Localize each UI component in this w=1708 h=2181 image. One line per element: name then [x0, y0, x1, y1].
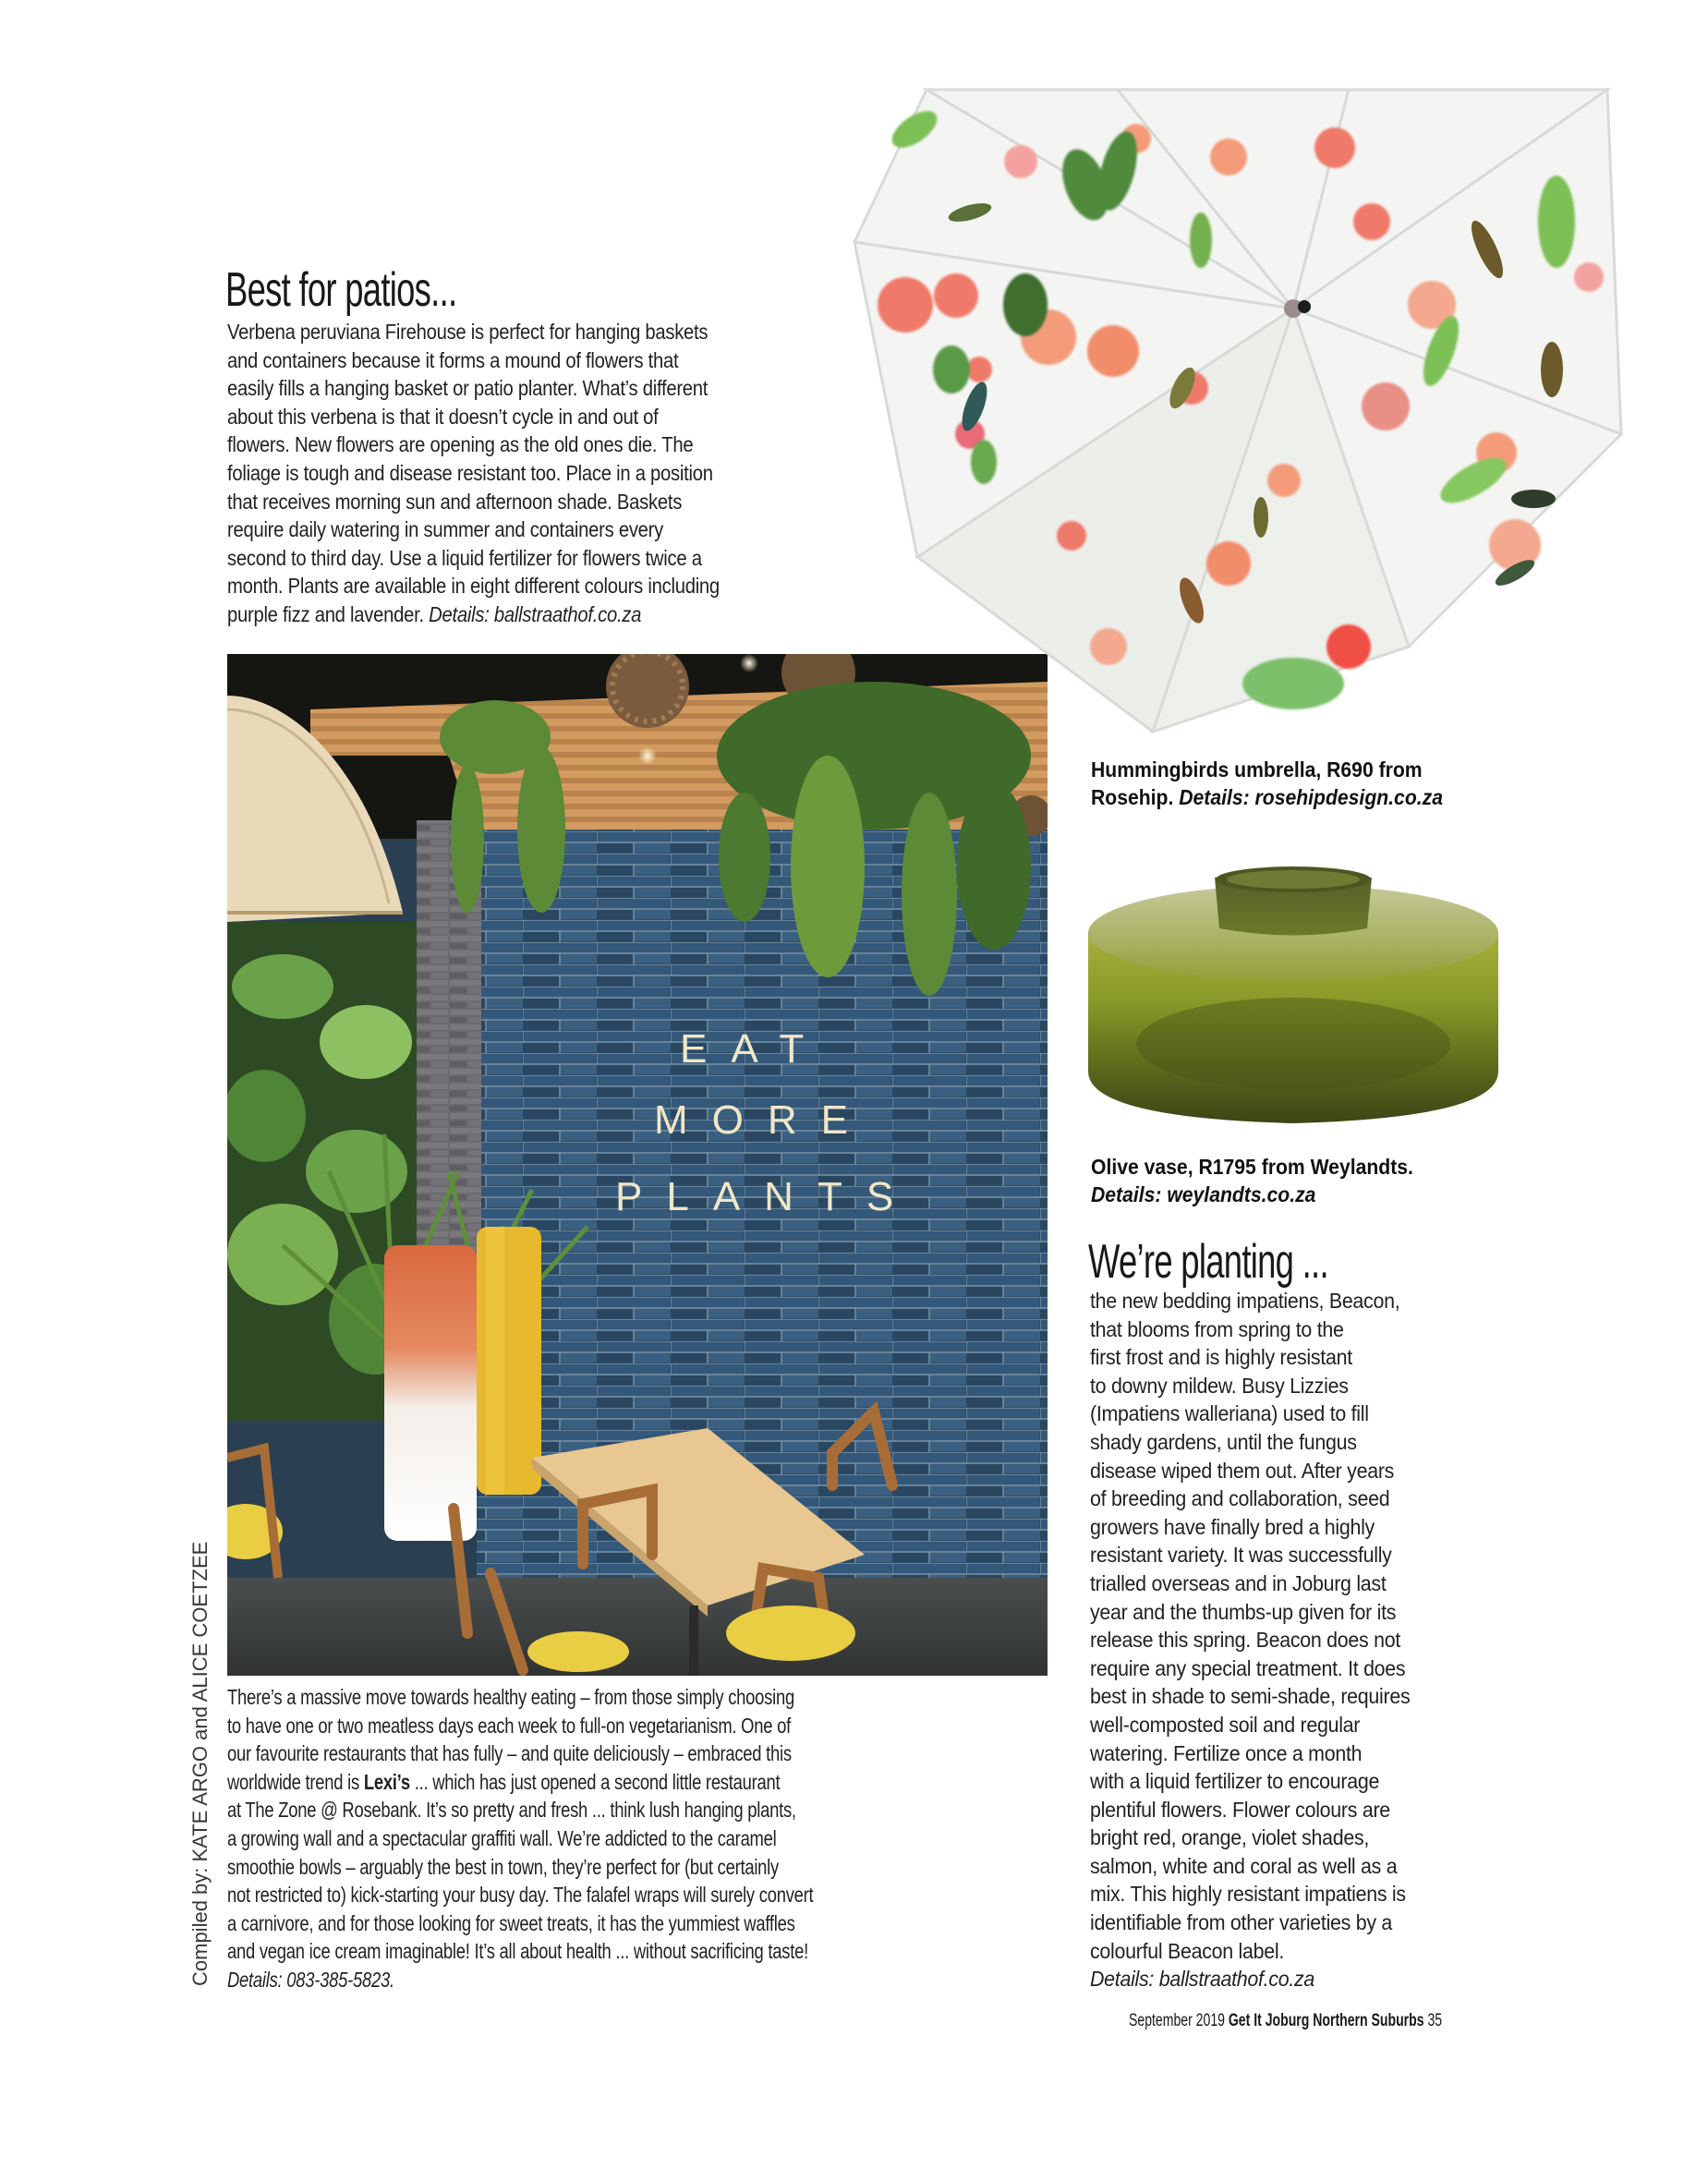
- text-line: well-composted soil and regular: [1090, 1712, 1361, 1737]
- details-phone[interactable]: Details: 083-385-5823.: [227, 1967, 394, 1992]
- text-line: smoothie bowls – arguably the best in town, they’re perfect for (but certainly: [227, 1854, 779, 1879]
- text-line: of breeding and collaboration, seed: [1090, 1486, 1390, 1511]
- text-line: [1090, 1965, 1468, 1993]
- text-line: Verbena peruviana Firehouse is perfect for hanging baskets: [227, 320, 709, 344]
- text-line: at The Zone @ Rosebank. It’s so pretty and fresh ... think lush hanging plants,: [227, 1798, 796, 1823]
- text-line: require daily watering in summer and containers every: [227, 517, 663, 542]
- wall-sign-line-eat: EAT: [680, 1026, 829, 1072]
- text-line: to downy mildew. Busy Lizzies: [1090, 1373, 1349, 1398]
- heading-best-for-patios: Best for patios...: [225, 263, 457, 317]
- text-line: require any special treatment. It does: [1090, 1655, 1406, 1680]
- wall-sign-line-plants: PLANTS: [615, 1174, 918, 1219]
- details-link-rosehip[interactable]: Details: rosehipdesign.co.za: [1179, 785, 1443, 809]
- details-link-ballstraathof[interactable]: Details: ballstraathof.co.za: [1090, 1967, 1315, 1992]
- text-line: best in shade to semi-shade, requires: [1090, 1684, 1411, 1709]
- footer-publication: Get It Joburg Northern Suburbs: [1228, 2011, 1424, 2030]
- article-patios-body: [227, 318, 874, 629]
- text-line: There’s a massive move towards healthy eating – from those simply choosing: [227, 1685, 794, 1709]
- text-line: flowers. New flowers are opening as the old ones die. The: [227, 432, 694, 457]
- text-line: mix. This highly resistant impatiens is: [1090, 1882, 1406, 1907]
- wall-sign: [680, 1003, 920, 1096]
- caption-line: Olive vase, R1795 from Weylandts.: [1091, 1155, 1413, 1179]
- text-line: first frost and is highly resistant: [1090, 1345, 1352, 1370]
- text-line: (Impatiens walleriana) used to fill: [1090, 1401, 1369, 1426]
- text-line: about this verbena is that it doesn’t cycle in and out of: [227, 404, 659, 429]
- text-line: our favourite restaurants that has fully – and quite deliciously – embraced this: [227, 1741, 792, 1766]
- page-footer: [1129, 2011, 1442, 2031]
- text-line: watering. Fertilize once a month: [1090, 1740, 1363, 1765]
- text-line-last: [227, 600, 796, 629]
- text-line: that blooms from spring to the: [1090, 1316, 1344, 1341]
- text-line: a carnivore, and for those looking for sweet treats, it has the yummiest waffles: [227, 1910, 795, 1935]
- caption-vase: [1091, 1153, 1413, 1208]
- details-link-weylandts[interactable]: Details: weylandts.co.za: [1091, 1182, 1316, 1206]
- caption-line: [1091, 1181, 1413, 1208]
- vase-photo: [1072, 850, 1515, 1127]
- text-line: that receives morning sun and afternoon shade. Baskets: [227, 489, 683, 514]
- caption-line: Hummingbirds umbrella, R690 from: [1091, 757, 1423, 782]
- text-line: trialled overseas and in Joburg last: [1090, 1570, 1387, 1595]
- text-line: identifiable from other varieties by a: [1090, 1910, 1393, 1935]
- text-line: colourful Beacon label.: [1090, 1938, 1285, 1963]
- wall-sign-line-more: MORE: [654, 1097, 872, 1143]
- text-line: a growing wall and a spectacular graffiti wall. We’re addicted to the caramel: [227, 1825, 777, 1850]
- wall-sign-plants: [615, 1174, 917, 1220]
- text-line: not restricted to) kick-starting your busy day. The falafel wraps will surely convert: [227, 1883, 814, 1908]
- details-link-ballstraathof[interactable]: Details: ballstraathof.co.za: [429, 601, 642, 626]
- text-line: release this spring. Beacon does not: [1090, 1628, 1400, 1653]
- text-line: growers have finally bred a highly: [1090, 1514, 1375, 1539]
- text-line: second to third day. Use a liquid fertilizer for flowers twice a: [227, 545, 702, 570]
- text-line: and vegan ice cream imaginable! It’s all about health ... without sacrificing taste!: [227, 1939, 808, 1964]
- footer-date: September 2019: [1129, 2011, 1229, 2030]
- text-line: and containers because it forms a mound of flowers that: [227, 347, 679, 372]
- caption-line: [1091, 783, 1443, 811]
- text-fragment: ... which has just opened a second little restaurant: [409, 1769, 781, 1794]
- text-line: year and the thumbs-up given for its: [1090, 1599, 1397, 1624]
- text-fragment: purple fizz and lavender.: [227, 601, 430, 626]
- article-lexis-body: [227, 1683, 1059, 1994]
- text-line: shady gardens, until the fungus: [1090, 1429, 1357, 1454]
- wall-sign-more: [654, 1097, 872, 1144]
- text-line: bright red, orange, violet shades,: [1090, 1825, 1370, 1850]
- umbrella-photo: [831, 83, 1626, 739]
- restaurant-photo: [227, 654, 1048, 1676]
- heading-were-planting: We’re planting ...: [1088, 1235, 1328, 1289]
- caption-umbrella: [1091, 756, 1443, 811]
- text-line: resistant variety. It was successfully: [1090, 1543, 1392, 1568]
- text-fragment: worldwide trend is: [227, 1769, 364, 1794]
- text-line: disease wiped them out. After years: [1090, 1458, 1395, 1483]
- text-line: with a liquid fertilizer to encourage: [1090, 1769, 1380, 1794]
- author-credit: Compiled by: KATE ARGO and ALICE COETZEE: [188, 1541, 212, 1986]
- text-line: foliage is tough and disease resistant too. Place in a position: [227, 460, 713, 485]
- text-line: month. Plants are available in eight different colours including: [227, 574, 720, 599]
- text-line: to have one or two meatless days each week to full-on vegetarianism. One of: [227, 1713, 791, 1738]
- page-number: 35: [1423, 2011, 1443, 2030]
- restaurant-name: Lexi’s: [363, 1769, 410, 1794]
- text-line: easily fills a hanging basket or patio planter. What’s different: [227, 376, 709, 401]
- text-line: plentiful flowers. Flower colours are: [1090, 1797, 1390, 1822]
- article-planting-body: [1090, 1287, 1496, 1993]
- text-line: [227, 1966, 892, 1994]
- caption-fragment: Rosehip.: [1091, 785, 1180, 809]
- text-line: the new bedding impatiens, Beacon,: [1090, 1289, 1400, 1313]
- text-line: [227, 1768, 892, 1797]
- text-line: salmon, white and coral as well as a: [1090, 1853, 1398, 1878]
